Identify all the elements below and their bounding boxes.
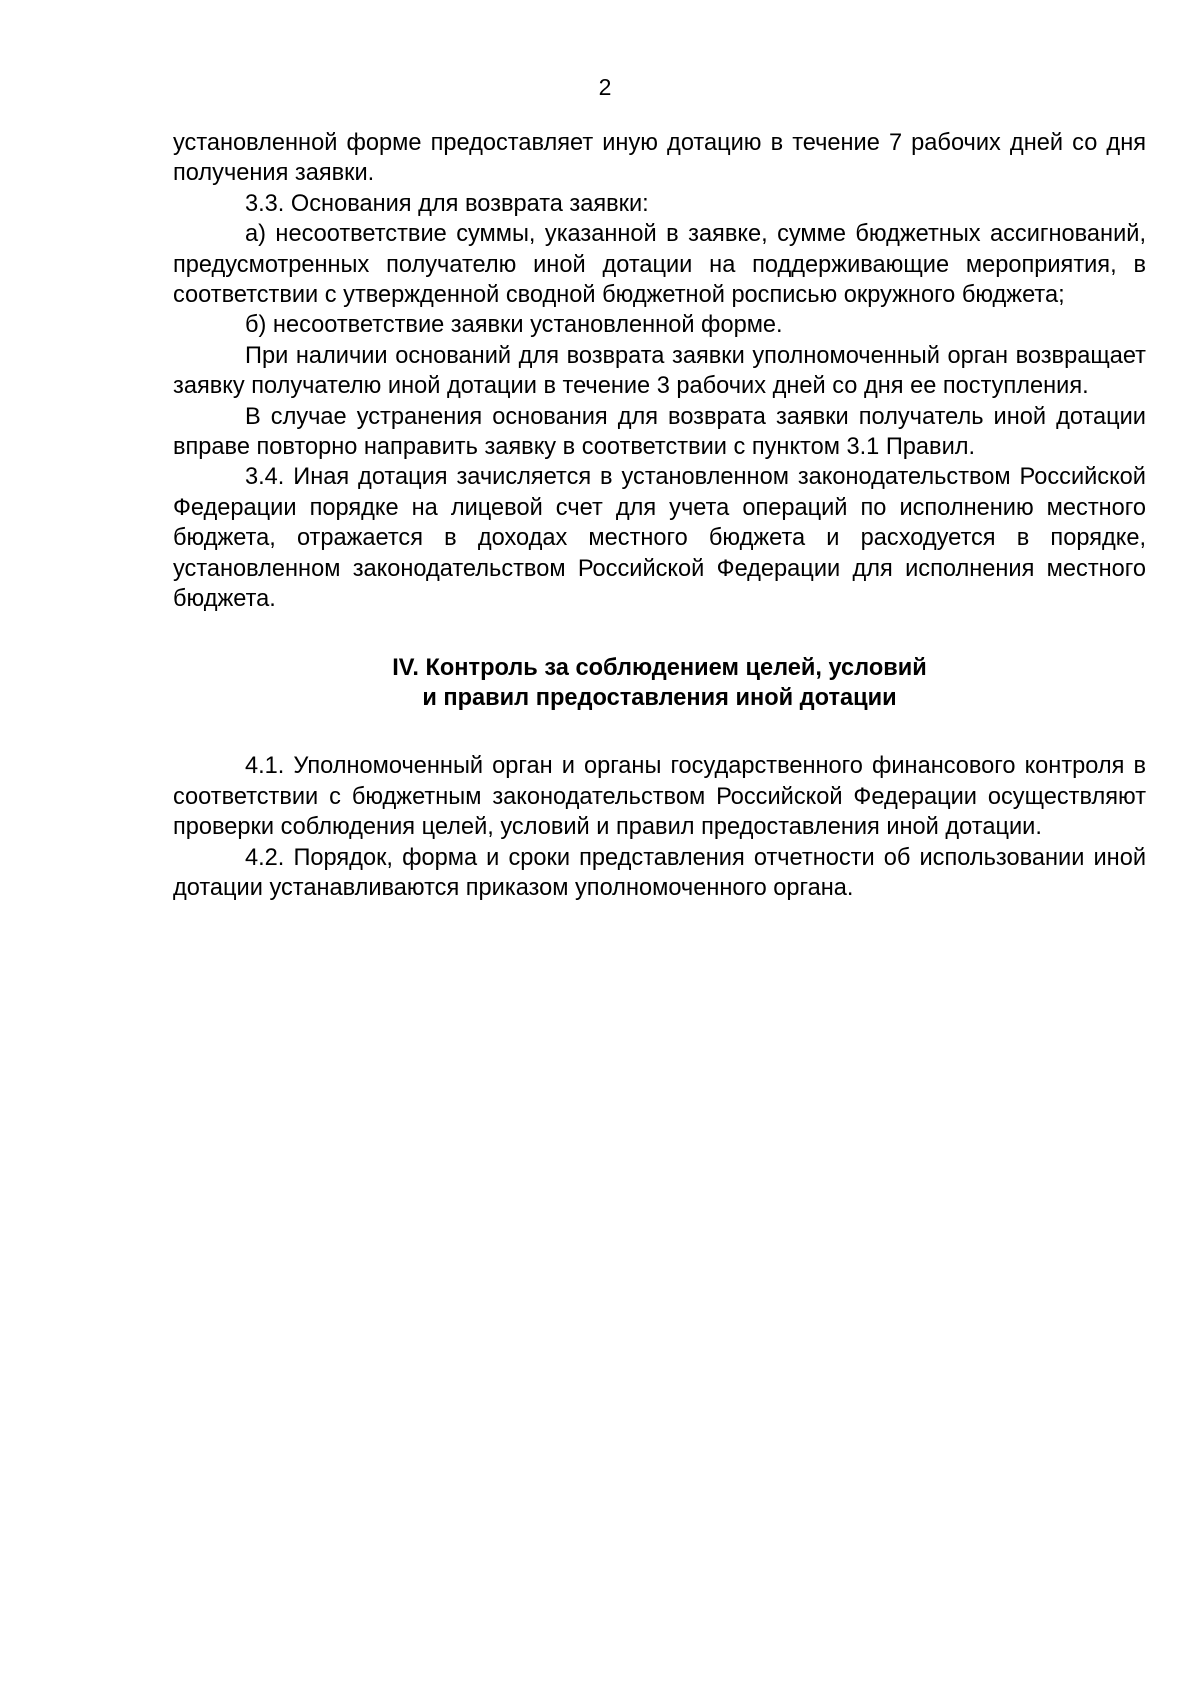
paragraph-resubmission: В случае устранения основания для возврата заявки получатель иной дотации вправе повторно направить заявку в соответствии с пунктом 3.1 Правил. — [173, 403, 1146, 461]
section-heading-line-2: и правил предоставления иной дотации — [422, 684, 897, 711]
paragraph-3-3-b: б) несоответствие заявки установленной форме. — [245, 312, 783, 339]
paragraph-4-2: 4.2. Порядок, форма и сроки представления отчетности об использовании иной дотации устанавливаются приказом уполномоченного органа. — [173, 844, 1146, 901]
section-heading — [173, 653, 1146, 714]
paragraph-4-1: 4.1. Уполномоченный орган и органы государственного финансового контроля в соответствии с бюджетным законодательством Российской Федерации осуществляют проверки соблюдения целей, условий и правил предоставления иной дотации. — [173, 753, 1146, 841]
paragraph-return-grounds: При наличии оснований для возврата заявки уполномоченный орган возвращает заявку получателю иной дотации в течение 3 рабочих дней со дня ее поступления. — [173, 342, 1146, 400]
page-number: 2 — [598, 74, 612, 100]
paragraph-3-3-a: а) несоответствие суммы, указанной в заявке, сумме бюджетных ассигнований, предусмотренных получателю иной дотации на поддерживающие мероприятия, в соответствии с утвержденной сводной бюджетной росписью окружного бюджета; — [173, 221, 1146, 309]
document-body — [173, 128, 1146, 903]
paragraph-3-3: 3.3. Основания для возврата заявки: — [245, 190, 649, 217]
paragraph-continuation: установленной форме предоставляет иную дотацию в течение 7 рабочих дней со дня получения заявки. — [173, 130, 1146, 187]
section-heading-line-1: IV. Контроль за соблюдением целей, условий — [392, 654, 927, 681]
paragraph-3-4: 3.4. Иная дотация зачисляется в установленном законодательством Российской Федерации порядке на лицевой счет для учета операций по исполнению местного бюджета, отражается в доходах местного бюджета и расходуется в порядке, установленном законодательством Российской Федерации для исполнения местного бюджета. — [173, 464, 1146, 613]
